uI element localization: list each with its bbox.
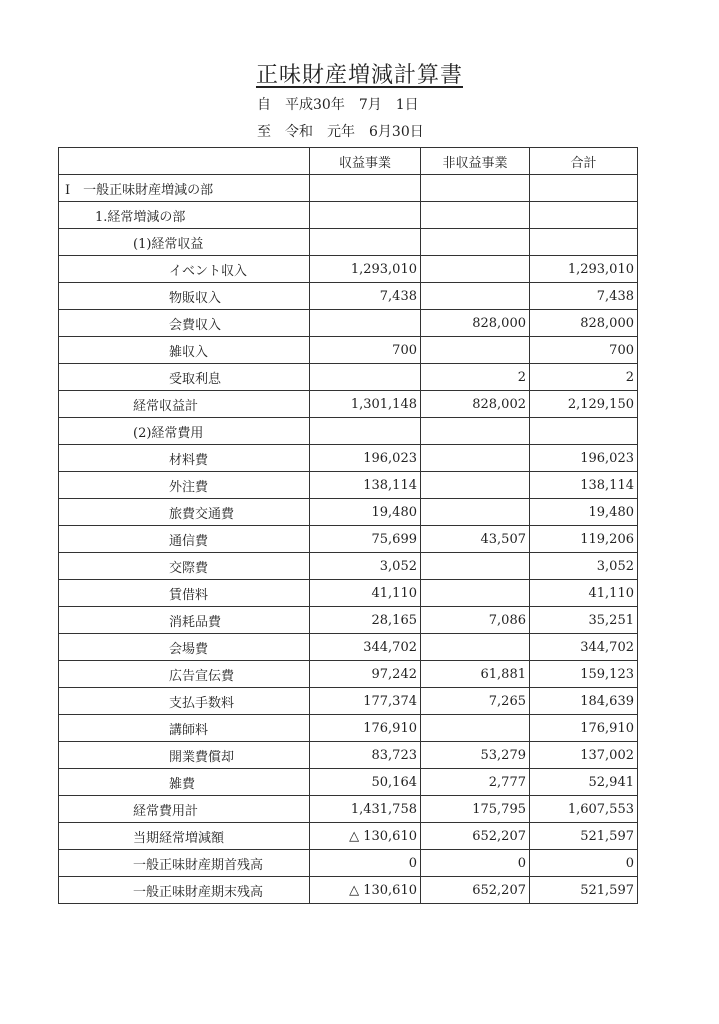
cell-total: 3,052: [530, 553, 638, 580]
cell-profit: △ 130,610: [310, 823, 421, 850]
cell-profit: 19,480: [310, 499, 421, 526]
row-label: 一般正味財産期首残高: [59, 850, 310, 877]
row-label: 賃借料: [59, 580, 310, 607]
cell-total: 119,206: [530, 526, 638, 553]
cell-nonprofit: 7,265: [421, 688, 530, 715]
row-label: 旅費交通費: [59, 499, 310, 526]
row-label: 会場費: [59, 634, 310, 661]
table-row: [59, 391, 638, 418]
table-row: [59, 229, 638, 256]
cell-profit: 41,110: [310, 580, 421, 607]
table-row: [59, 256, 638, 283]
cell-nonprofit: [421, 418, 530, 445]
cell-total: 7,438: [530, 283, 638, 310]
table-row: [59, 715, 638, 742]
cell-total: 159,123: [530, 661, 638, 688]
cell-total: 19,480: [530, 499, 638, 526]
table-row: [59, 283, 638, 310]
cell-total: [530, 229, 638, 256]
cell-profit: 50,164: [310, 769, 421, 796]
table-row: [59, 499, 638, 526]
cell-total: 521,597: [530, 877, 638, 904]
document-title-text: 正味財産増減計算書: [255, 63, 463, 88]
table-row: [59, 364, 638, 391]
table-row: [59, 688, 638, 715]
cell-profit: [310, 418, 421, 445]
cell-nonprofit: [421, 229, 530, 256]
cell-nonprofit: [421, 337, 530, 364]
row-label: 通信費: [59, 526, 310, 553]
cell-nonprofit: [421, 715, 530, 742]
header-blank: [59, 148, 310, 175]
row-label: Ⅰ 一般正味財産増減の部: [59, 175, 310, 202]
cell-total: 828,000: [530, 310, 638, 337]
table-row: [59, 823, 638, 850]
cell-profit: 97,242: [310, 661, 421, 688]
row-label: イベント収入: [59, 256, 310, 283]
cell-profit: 344,702: [310, 634, 421, 661]
row-label: 材料費: [59, 445, 310, 472]
cell-total: 138,114: [530, 472, 638, 499]
cell-profit: [310, 175, 421, 202]
table-row: [59, 607, 638, 634]
cell-total: [530, 175, 638, 202]
table-row: [59, 175, 638, 202]
cell-total: 0: [530, 850, 638, 877]
cell-nonprofit: 53,279: [421, 742, 530, 769]
cell-total: [530, 202, 638, 229]
cell-profit: 177,374: [310, 688, 421, 715]
cell-nonprofit: 652,207: [421, 877, 530, 904]
table-row: [59, 472, 638, 499]
row-label: 講師料: [59, 715, 310, 742]
cell-nonprofit: [421, 202, 530, 229]
row-label: 雑収入: [59, 337, 310, 364]
cell-total: 184,639: [530, 688, 638, 715]
header-profit: 収益事業: [310, 148, 421, 175]
row-label: 交際費: [59, 553, 310, 580]
cell-total: 1,607,553: [530, 796, 638, 823]
cell-nonprofit: 43,507: [421, 526, 530, 553]
table-row: [59, 445, 638, 472]
table-row: [59, 877, 638, 904]
cell-nonprofit: [421, 283, 530, 310]
cell-profit: 83,723: [310, 742, 421, 769]
row-label: 1.経常増減の部: [59, 202, 310, 229]
row-label: (1)経常収益: [59, 229, 310, 256]
table-row: [59, 580, 638, 607]
table-row: [59, 850, 638, 877]
cell-nonprofit: 652,207: [421, 823, 530, 850]
row-label: 開業費償却: [59, 742, 310, 769]
table-row: [59, 796, 638, 823]
cell-nonprofit: 61,881: [421, 661, 530, 688]
cell-nonprofit: [421, 445, 530, 472]
row-label: (2)経常費用: [59, 418, 310, 445]
cell-total: [530, 418, 638, 445]
cell-nonprofit: 828,002: [421, 391, 530, 418]
row-label: 物販収入: [59, 283, 310, 310]
cell-total: 137,002: [530, 742, 638, 769]
row-label: 広告宣伝費: [59, 661, 310, 688]
row-label: 会費収入: [59, 310, 310, 337]
cell-profit: △ 130,610: [310, 877, 421, 904]
row-label: 一般正味財産期末残高: [59, 877, 310, 904]
cell-nonprofit: [421, 175, 530, 202]
table-row: [59, 634, 638, 661]
table-row: [59, 310, 638, 337]
cell-total: 2: [530, 364, 638, 391]
cell-total: 2,129,150: [530, 391, 638, 418]
table-row: [59, 769, 638, 796]
cell-profit: 1,301,148: [310, 391, 421, 418]
period-to: 至 令和 元年 6月30日: [257, 124, 424, 140]
cell-profit: 700: [310, 337, 421, 364]
row-label: 経常収益計: [59, 391, 310, 418]
row-label: 経常費用計: [59, 796, 310, 823]
cell-profit: 3,052: [310, 553, 421, 580]
cell-nonprofit: [421, 472, 530, 499]
cell-profit: 28,165: [310, 607, 421, 634]
header-total: 合計: [530, 148, 638, 175]
cell-profit: 75,699: [310, 526, 421, 553]
cell-profit: 1,293,010: [310, 256, 421, 283]
cell-profit: 0: [310, 850, 421, 877]
table-row: [59, 418, 638, 445]
cell-nonprofit: 828,000: [421, 310, 530, 337]
cell-profit: 1,431,758: [310, 796, 421, 823]
cell-total: 41,110: [530, 580, 638, 607]
table-row: [59, 337, 638, 364]
cell-nonprofit: 0: [421, 850, 530, 877]
cell-profit: [310, 364, 421, 391]
row-label: 支払手数料: [59, 688, 310, 715]
cell-nonprofit: [421, 256, 530, 283]
cell-profit: [310, 310, 421, 337]
row-label: 消耗品費: [59, 607, 310, 634]
statement-table: [58, 147, 638, 904]
table-row: [59, 553, 638, 580]
cell-profit: [310, 229, 421, 256]
statement-body: [59, 175, 638, 904]
cell-total: 35,251: [530, 607, 638, 634]
cell-nonprofit: [421, 553, 530, 580]
cell-nonprofit: 7,086: [421, 607, 530, 634]
cell-profit: 7,438: [310, 283, 421, 310]
document-title: [0, 58, 719, 89]
cell-nonprofit: [421, 499, 530, 526]
cell-total: 176,910: [530, 715, 638, 742]
cell-nonprofit: [421, 634, 530, 661]
cell-profit: 196,023: [310, 445, 421, 472]
cell-profit: 176,910: [310, 715, 421, 742]
period-from: 自 平成30年 7月 1日: [257, 97, 419, 113]
table-row: [59, 202, 638, 229]
cell-total: 52,941: [530, 769, 638, 796]
header-row: [59, 148, 638, 175]
cell-nonprofit: 2,777: [421, 769, 530, 796]
header-nonprofit: 非収益事業: [421, 148, 530, 175]
cell-total: 344,702: [530, 634, 638, 661]
cell-nonprofit: [421, 580, 530, 607]
cell-total: 1,293,010: [530, 256, 638, 283]
table-row: [59, 526, 638, 553]
cell-nonprofit: 2: [421, 364, 530, 391]
table-row: [59, 661, 638, 688]
table-row: [59, 742, 638, 769]
cell-nonprofit: 175,795: [421, 796, 530, 823]
cell-total: 196,023: [530, 445, 638, 472]
row-label: 雑費: [59, 769, 310, 796]
row-label: 当期経常増減額: [59, 823, 310, 850]
cell-profit: [310, 202, 421, 229]
cell-profit: 138,114: [310, 472, 421, 499]
cell-total: 700: [530, 337, 638, 364]
cell-total: 521,597: [530, 823, 638, 850]
row-label: 受取利息: [59, 364, 310, 391]
row-label: 外注費: [59, 472, 310, 499]
